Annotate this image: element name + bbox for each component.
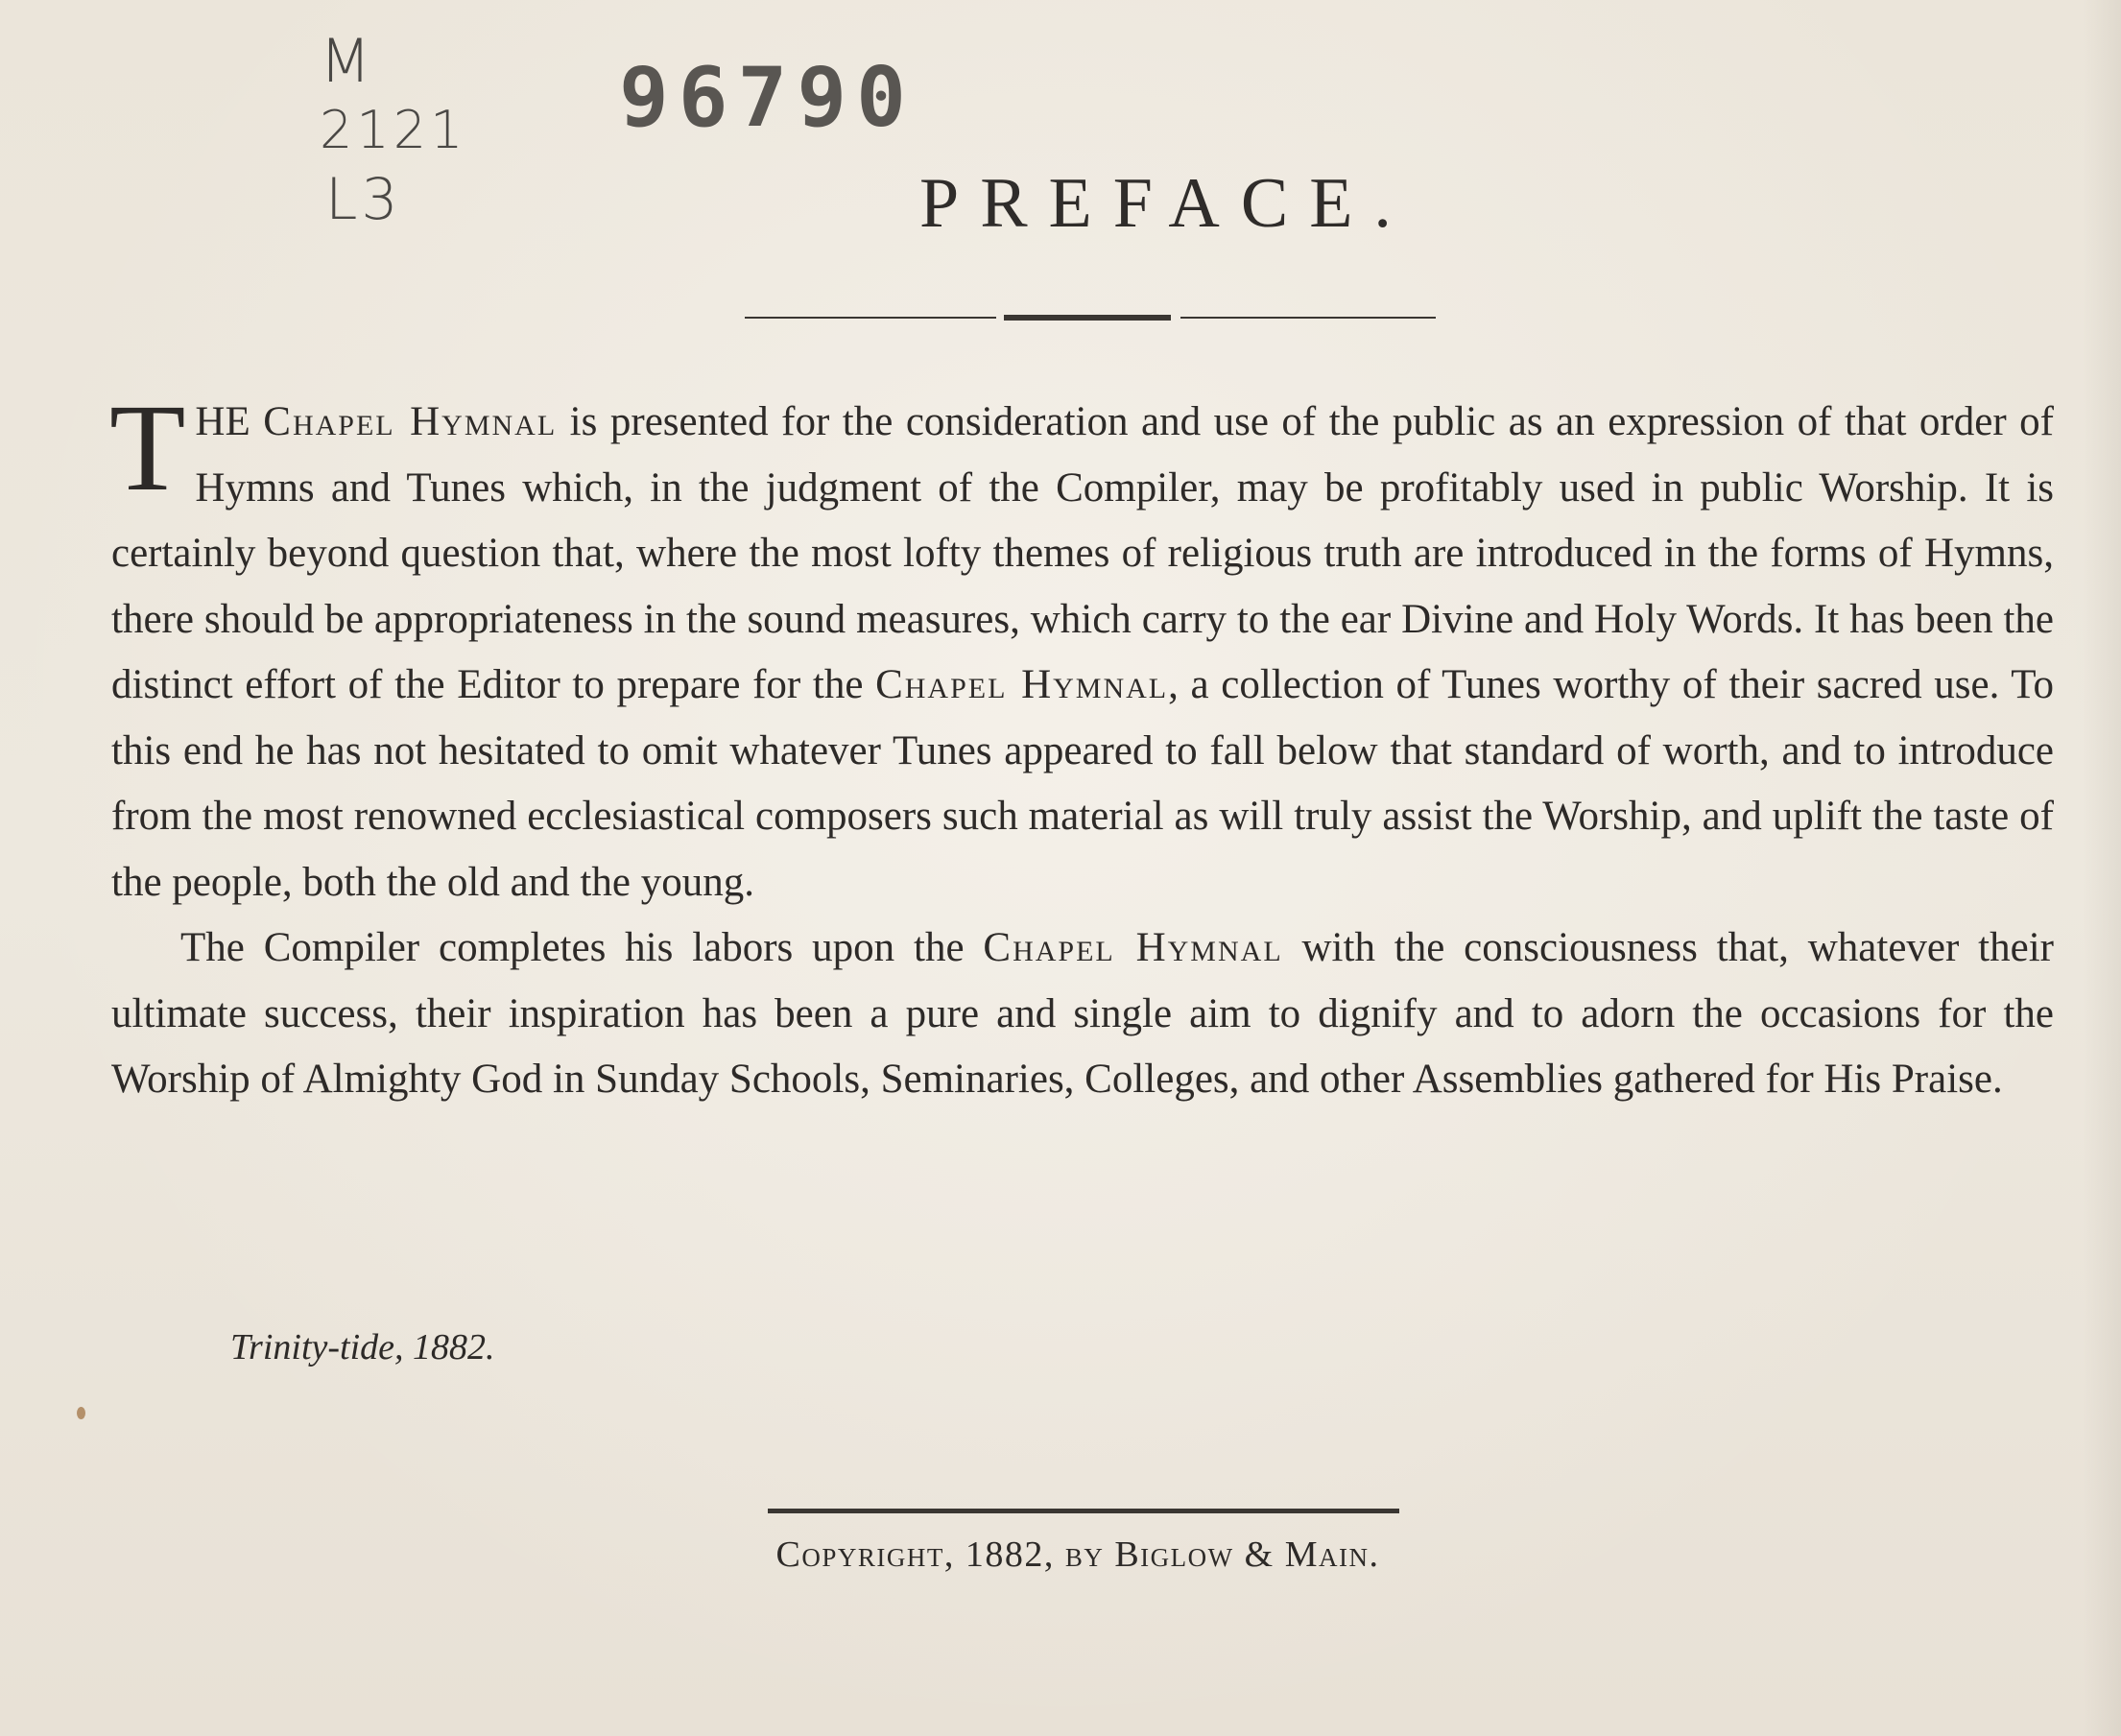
paragraph-1-text-a: is presented for the consideration and use of the public as an expression of that order of Hymns and Tunes which, in the judgment of the Compiler, may be profitably used in public Worship. It is certainly beyond question that, where the most lofty themes of religious truth are introduced in the forms of Hymns, there should be appropriateness in the sound measures, which carry to the ear Divine and Holy Words. It has been the distinct effort of the Editor to prepare for the xyxy=(111,399,2054,707)
title-ornamental-rule xyxy=(745,314,1436,321)
drop-cap: T xyxy=(109,379,186,517)
paragraph-1-text-b: , a collection of Tunes worthy of their sacred use. To this end he has not hesitated to omit whatever Tunes appeared to fall below that standard of worth, and to introduce from the most renowned ecclesiastical composers such material as will truly assist the Worship, and uplift the taste of the people, both the old and the young. xyxy=(111,662,2054,905)
rule-left-segment xyxy=(745,317,996,319)
paragraph-1 xyxy=(109,379,2054,916)
book-title: Chapel Hymnal xyxy=(263,399,558,444)
page-title: PREFACE. xyxy=(919,164,1413,243)
preface-body xyxy=(109,379,2054,1113)
paper-speck xyxy=(77,1407,85,1419)
call-number-line-1: M xyxy=(320,26,375,96)
call-number-line-2: 2121 xyxy=(320,100,467,160)
book-title: Chapel Hymnal xyxy=(875,662,1169,707)
book-title: Chapel Hymnal xyxy=(983,925,1283,970)
call-number-line-3: L3 xyxy=(325,166,402,233)
paragraph-2-text-b: with the consciousness that, whatever their ultimate success, their inspiration has been a pure and single aim to dignify and to adorn the occasions for the Worship of Almighty God in Sunday Schools, Seminaries, Colleges, and other Assemblies gathered for His Praise. xyxy=(111,925,2054,1102)
copyright-notice: Copyright, 1882, by Biglow & Main. xyxy=(775,1534,1380,1575)
paragraph-1-lead: HE xyxy=(195,399,264,444)
rule-center-segment xyxy=(1004,315,1171,321)
copyright-rule xyxy=(768,1509,1399,1513)
dateline: Trinity-tide, 1882. xyxy=(230,1327,495,1367)
page-edge-shadow xyxy=(2083,0,2121,1736)
paragraph-2-text-a: The Compiler completes his labors upon the xyxy=(180,925,984,970)
paragraph-2 xyxy=(111,916,2054,1113)
rule-right-segment xyxy=(1180,317,1436,319)
stamped-accession-number: 96790 xyxy=(619,50,916,146)
